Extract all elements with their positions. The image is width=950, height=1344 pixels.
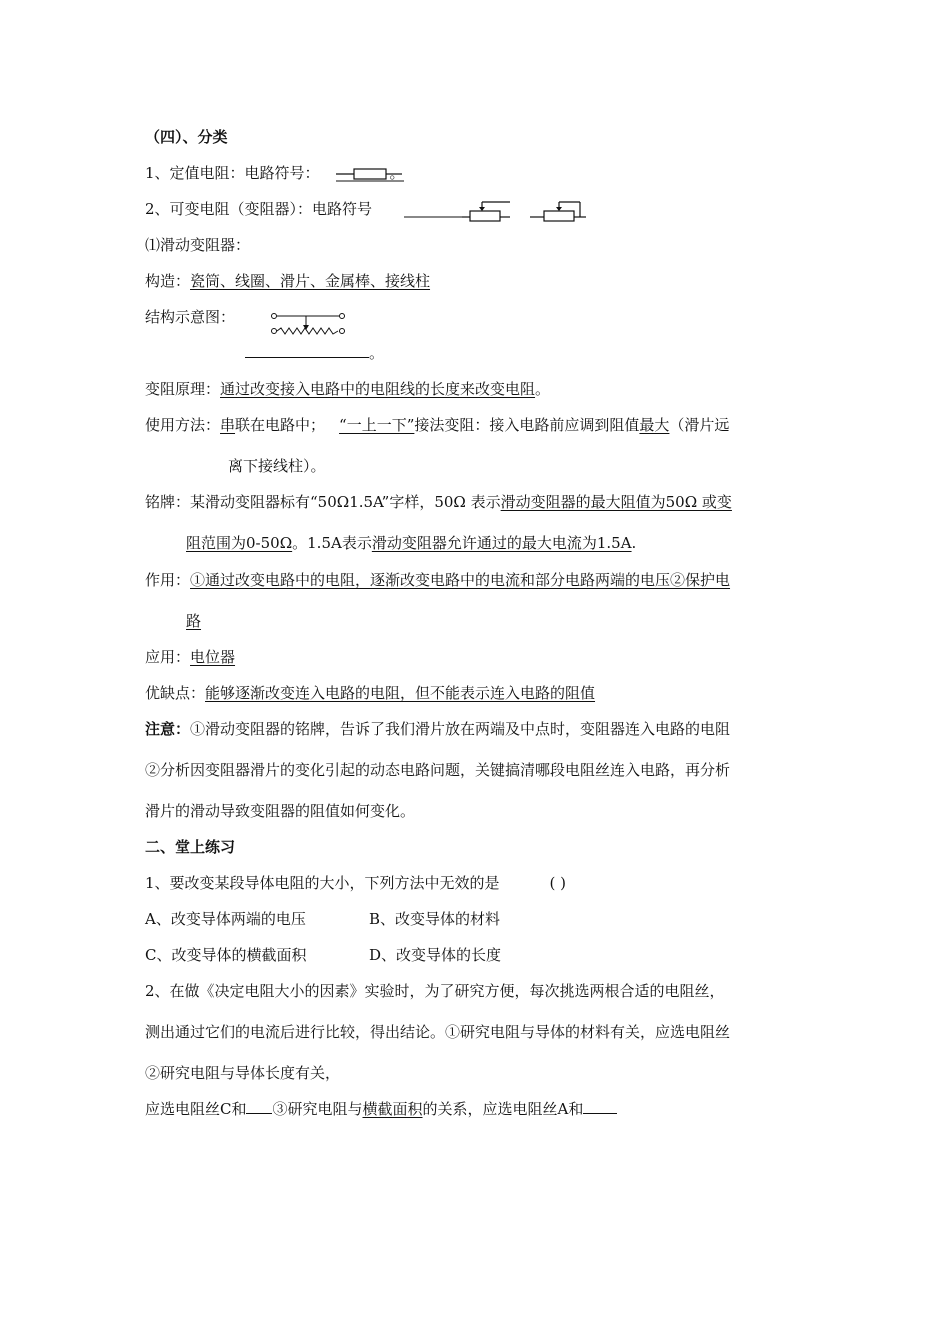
function-value: ①通过改变电路中的电阻，逐渐改变电路中的电流和部分电路两端的电压②保护电 [190, 571, 731, 589]
q2-cross-section: 横截面积 [362, 1100, 423, 1118]
note-line-3: 滑片的滑动导致变阻器的阻值如何变化。 [145, 802, 416, 820]
nameplate-line-1 [145, 492, 732, 512]
principle-suffix: 。 [535, 380, 551, 398]
q1-options-cd [145, 945, 501, 965]
nameplate-text-1: 铭牌：某滑动变阻器标有“50Ω1.5A”字样，50Ω 表示 [145, 493, 501, 511]
principle-value: 通过改变接入电路中的电阻线的长度来改变电阻 [220, 380, 536, 398]
fixed-resistor-suffix: 。 [389, 164, 405, 182]
q1-option-d: D、改变导体的长度 [369, 946, 502, 964]
principle-line [145, 379, 550, 399]
function-label: 作用： [145, 571, 191, 589]
q2-line-4 [145, 1099, 617, 1119]
application-label: 应用： [145, 648, 191, 666]
application-value: 电位器 [190, 648, 236, 666]
nameplate-text-2: 。1.5A表示 [292, 534, 372, 552]
usage-max: 最大 [639, 416, 670, 434]
usage-label: 使用方法： [145, 416, 221, 434]
variable-resistor-symbol-icon [404, 198, 590, 224]
note-line-2: ②分析因变阻器滑片的变化引起的动态电路问题，关键搞清哪段电阻丝连入电路，再分析 [145, 761, 731, 779]
nameplate-range: 阻范围为0-50Ω [186, 534, 293, 552]
q2-blank-2[interactable] [583, 1099, 617, 1114]
q2-line-1: 2、在做《决定电阻大小的因素》实验时，为了研究方便，每次挑选两根合适的电阻丝， [145, 982, 725, 1000]
function-line-1 [145, 570, 730, 590]
slide-rheostat-title: ⑴滑动变阻器： [145, 236, 251, 254]
structure-line [145, 271, 430, 291]
section-title: （四）、分类 [145, 128, 228, 146]
usage-text-3: （滑片远 [669, 416, 730, 434]
function-value-cont: 路 [186, 612, 202, 630]
pros-cons-line [145, 683, 595, 703]
fixed-resistor-symbol-icon [336, 166, 406, 182]
usage-text-2: 接法变阻：接入电路前应调到阻值 [414, 416, 640, 434]
usage-line [145, 415, 729, 435]
function-line-2 [186, 611, 201, 631]
variable-resistor-label: 2、可变电阻（变阻器）：电路符号 [145, 200, 373, 218]
q1-stem: 1、要改变某段导体电阻的大小，下列方法中无效的是 [145, 874, 500, 892]
application-line [145, 647, 235, 667]
diagram-label: 结构示意图： [145, 308, 236, 326]
usage-text-1: 联在电路中； [235, 416, 326, 434]
q2-line-2: 测出通过它们的电流后进行比较，得出结论。①研究电阻与导体的材料有关，应选电阻丝 [145, 1023, 731, 1041]
q1-option-b: B、改变导体的材料 [369, 910, 501, 928]
q1-option-c: C、改变导体的横截面积 [145, 946, 307, 964]
nameplate-line-2 [186, 533, 636, 553]
nameplate-period: . [631, 534, 637, 552]
diagram-answer-line [245, 343, 384, 363]
variable-resistor-line [145, 199, 372, 219]
note-line-1 [145, 719, 730, 739]
q2-line-3: ②研究电阻与导体长度有关， [145, 1064, 341, 1082]
structure-value: 瓷筒、线圈、滑片、金属棒、接线柱 [190, 272, 431, 290]
q2-blank-1[interactable] [246, 1099, 272, 1114]
q2-text-a: 应选电阻丝C和 [145, 1100, 247, 1118]
q1-stem-line [145, 873, 566, 893]
q2-text-b: ③研究电阻与 [272, 1100, 363, 1118]
rheostat-structure-diagram-icon [270, 310, 350, 340]
q1-options-ab [145, 909, 500, 929]
note-label: 注意： [145, 720, 191, 738]
diagram-suffix: 。 [369, 344, 385, 362]
usage-series: 串 [220, 416, 236, 434]
nameplate-max-resistance: 滑动变阻器的最大阻值为50Ω 或变 [500, 493, 732, 511]
fixed-resistor-label: 1、定值电阻：电路符号： [145, 164, 320, 182]
pros-cons-value: 能够逐渐改变连入电路的电阻，但不能表示连入电路的阻值 [205, 684, 596, 702]
pros-cons-label: 优缺点： [145, 684, 206, 702]
q1-option-a: A、改变导体两端的电压 [145, 910, 306, 928]
note-text-1: ①滑动变阻器的铭牌，告诉了我们滑片放在两端及中点时，变阻器连入电路的电阻 [190, 720, 731, 738]
structure-label: 构造： [145, 272, 191, 290]
practice-title: 二、堂上练习 [145, 838, 236, 856]
usage-one-up-one-down: “一上一下” [339, 416, 415, 434]
q1-answer-paren: ( ) [549, 874, 567, 892]
usage-line-2: 离下接线柱）。 [228, 457, 326, 475]
q2-text-c: 的关系，应选电阻丝A和 [422, 1100, 584, 1118]
principle-label: 变阻原理： [145, 380, 221, 398]
nameplate-max-current: 滑动变阻器允许通过的最大电流为1.5A [371, 534, 632, 552]
